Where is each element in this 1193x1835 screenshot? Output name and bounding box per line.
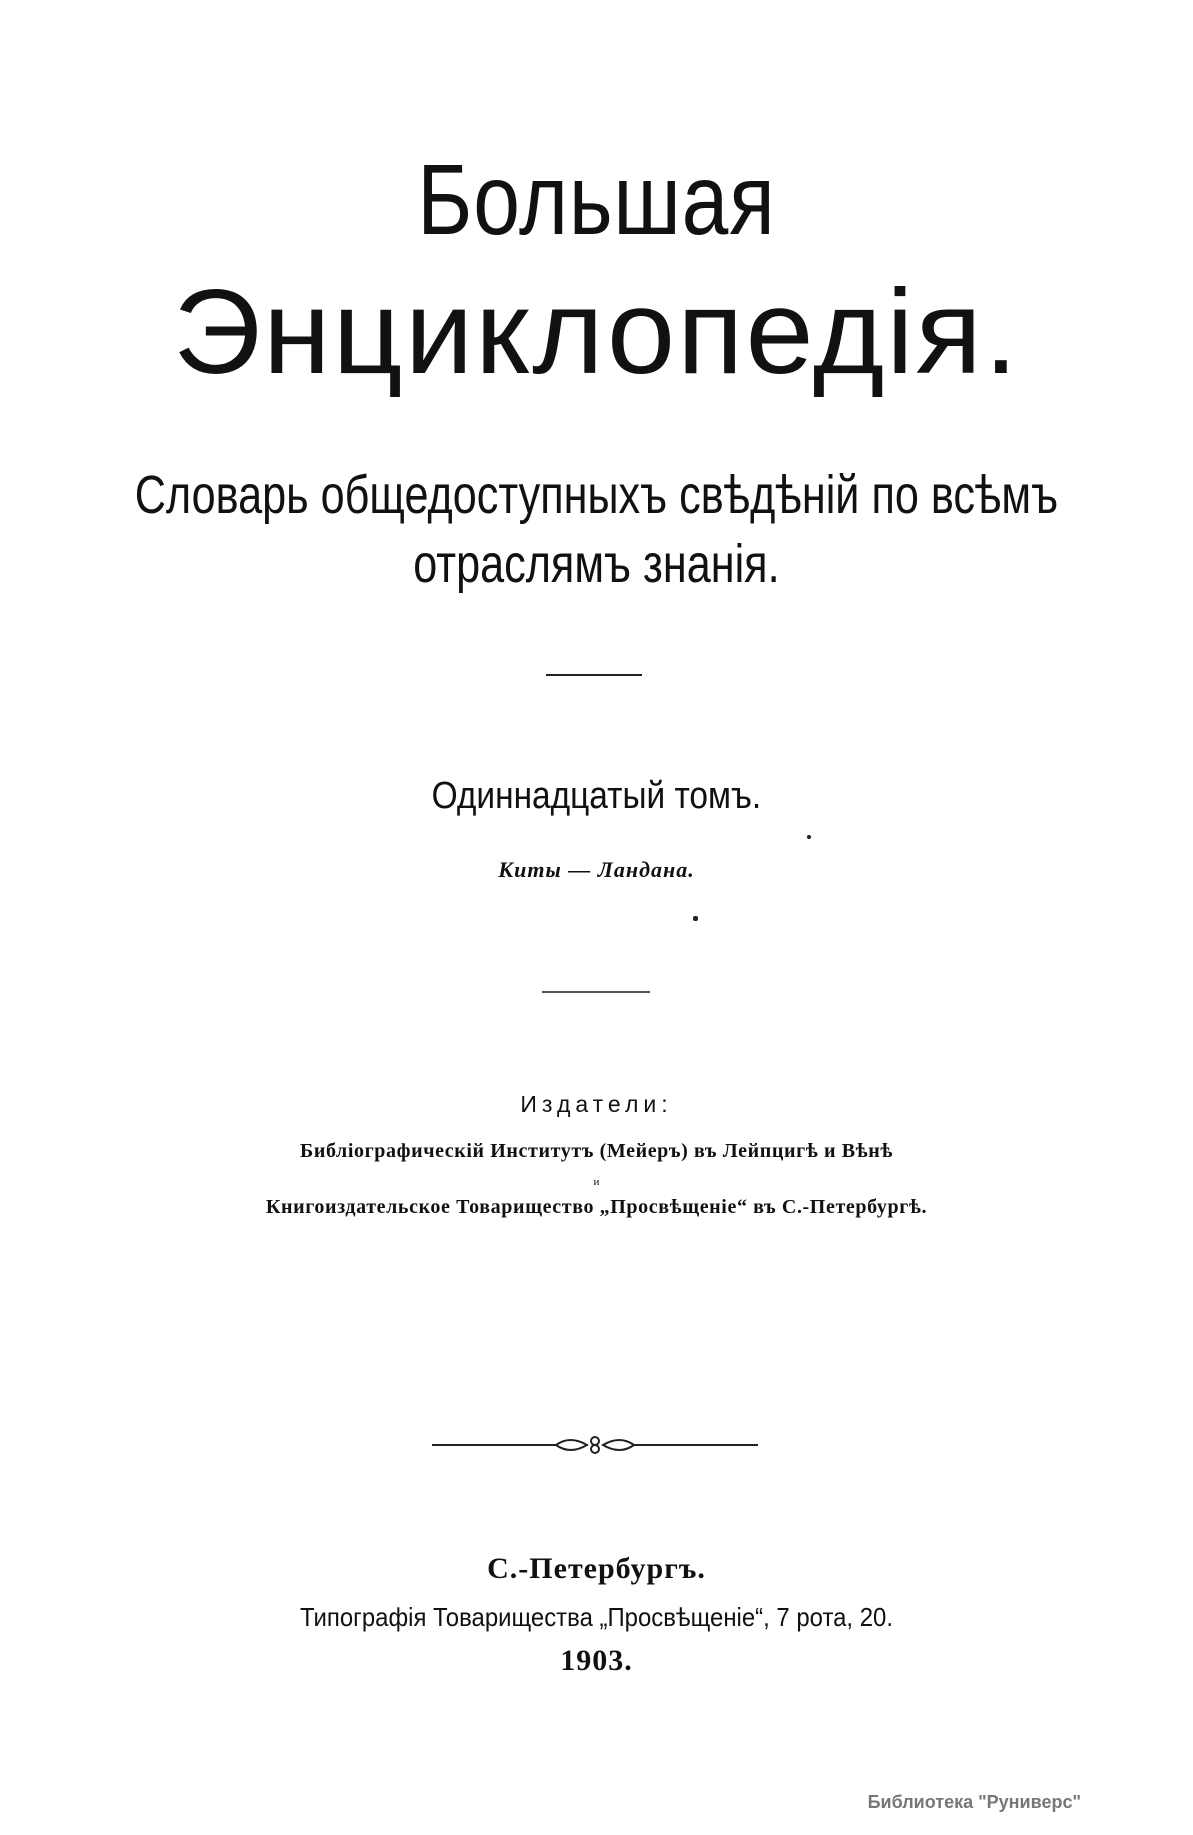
title-line-1: Большая	[417, 144, 776, 256]
subtitle-line-1: Словарь общедоступныхъ свѣдѣній по всѣмъ	[134, 465, 1059, 525]
title-line-2: Энциклопедія.	[173, 265, 1020, 399]
subtitle-line-2: отраслямъ знанія.	[413, 534, 780, 594]
volume-range: Киты — Ландана.	[498, 857, 695, 882]
stray-dot	[807, 835, 811, 839]
imprint-year: 1903.	[560, 1644, 633, 1677]
publishers-label: Издатели:	[520, 1091, 673, 1117]
imprint-city: С.-Петербургъ.	[487, 1552, 706, 1585]
ornament-divider	[430, 1430, 760, 1460]
volume-label: Одиннадцатый томъ.	[431, 775, 762, 817]
middle-divider	[542, 991, 650, 993]
stray-dot	[693, 916, 698, 921]
top-divider	[546, 674, 642, 676]
library-watermark: Библиотека "Руниверс"	[867, 1792, 1081, 1812]
imprint-printer: Типографія Товарищества „Просвѣщеніе“, 7 рота, 20.	[299, 1602, 893, 1632]
publisher-second: Книгоиздательское Товарищество „Просвѣщеніе“ въ С.-Петербургѣ.	[265, 1196, 928, 1218]
publisher-first: Библіографическій Институтъ (Мейеръ) въ Лейпцигѣ и Вѣнѣ	[300, 1140, 893, 1162]
publisher-conjunction: и	[593, 1176, 600, 1188]
